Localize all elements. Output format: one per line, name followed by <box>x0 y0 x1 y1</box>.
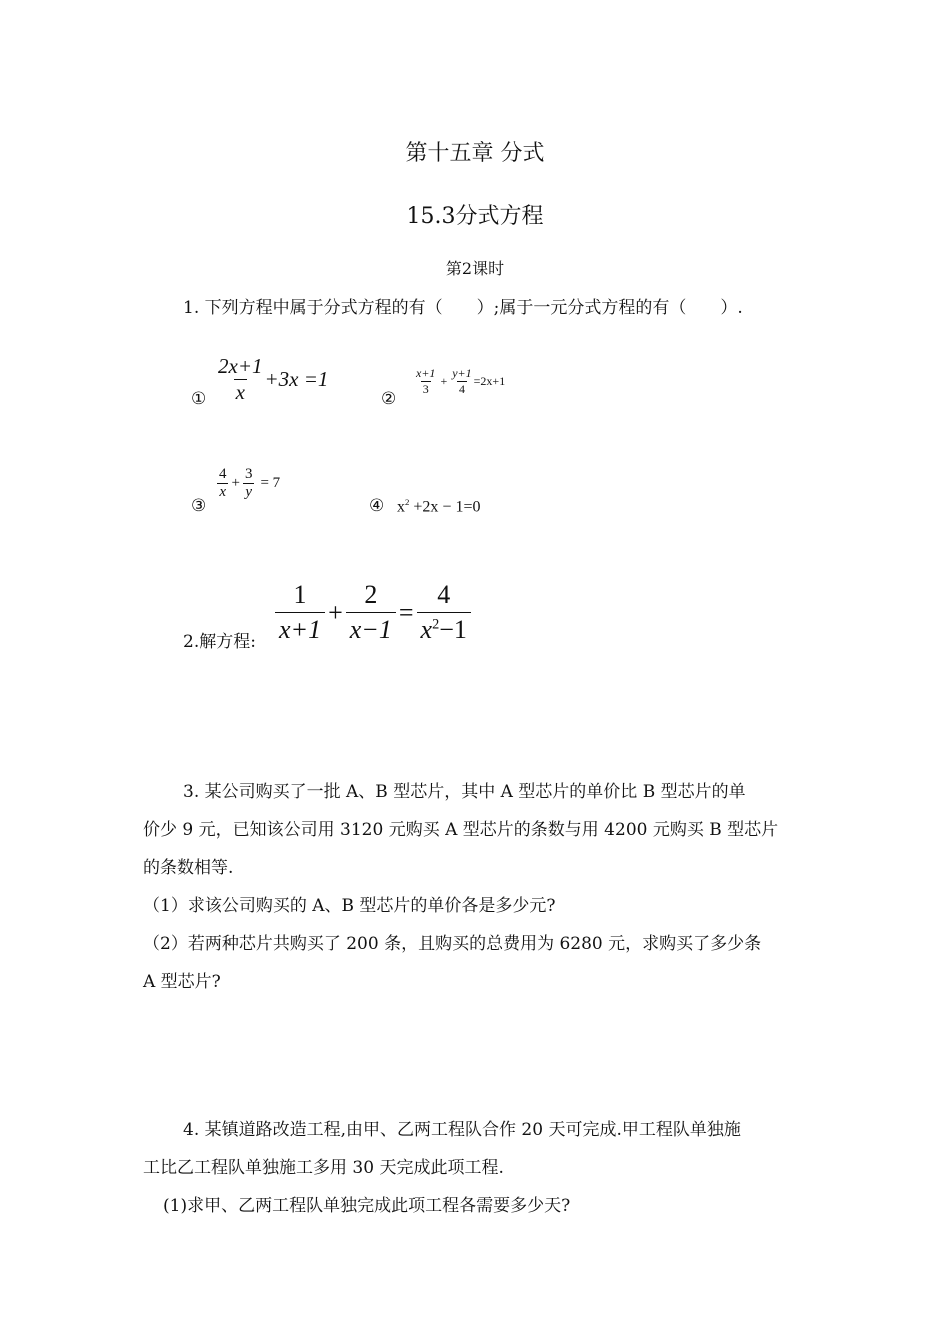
denominator-rest: −1 <box>439 615 467 644</box>
exponent: 2 <box>432 616 440 633</box>
denominator: x−1 <box>346 612 396 645</box>
fraction <box>450 366 473 397</box>
plus-sign: + <box>440 374 448 388</box>
q2-equation <box>275 580 471 645</box>
plus-sign: + <box>328 597 343 627</box>
equation-rest: =2x+1 <box>473 374 506 388</box>
numerator: 4 <box>219 466 227 482</box>
q1-equation-3 <box>217 466 280 501</box>
q4-line-1: 4. 某镇道路改造工程,由甲、乙两工程队合作 20 天可完成.甲工程队单独施 <box>183 1120 741 1140</box>
q1-marker-2: ② <box>381 389 397 409</box>
fraction <box>217 466 229 501</box>
q3-line-2: 价少 9 元，已知该公司用 3120 元购买 A 型芯片的条数与用 4200 元购买 B 型芯片 <box>143 820 779 840</box>
q1-stem: 1. 下列方程中属于分式方程的有（ ）;属于一元分式方程的有（ ）. <box>183 298 743 318</box>
fraction <box>414 366 437 397</box>
equation-rest: +2x − 1=0 <box>409 498 481 516</box>
q1-equation-2 <box>414 366 505 397</box>
fraction <box>243 466 255 501</box>
denominator: y <box>245 484 253 500</box>
denominator: 3 <box>422 382 429 396</box>
denominator: x <box>235 380 245 404</box>
exponent: 2 <box>405 497 410 507</box>
equals-sign: = <box>398 597 414 627</box>
equation-rest: = 7 <box>260 475 281 491</box>
q1-marker-3: ③ <box>191 496 207 516</box>
q1-equation-1 <box>216 354 328 405</box>
base: x <box>420 615 433 644</box>
denominator: 4 <box>458 382 465 396</box>
fraction <box>275 580 325 645</box>
q1-marker-4: ④ <box>369 496 385 516</box>
fraction <box>216 354 265 405</box>
plus-sign: + <box>231 475 240 491</box>
numerator: 4 <box>437 580 451 609</box>
equation-rest: +3x =1 <box>264 367 329 391</box>
numerator: 2x+1 <box>218 354 263 378</box>
q1-equation-4 <box>397 497 480 516</box>
q3-subquestion-1: （1）求该公司购买的 A、B 型芯片的单价各是多少元? <box>143 896 556 916</box>
q3-line-1: 3. 某公司购买了一批 A、B 型芯片，其中 A 型芯片的单价比 B 型芯片的单 <box>183 782 746 802</box>
denominator <box>417 612 471 645</box>
numerator: 2 <box>364 580 378 609</box>
q4-subquestion-1: (1)求甲、乙两工程队单独完成此项工程各需要多少天? <box>163 1196 571 1216</box>
q3-subquestion-2-continued: A 型芯片? <box>143 972 221 992</box>
numerator: 1 <box>293 580 307 609</box>
denominator: x <box>219 484 227 500</box>
q3-line-3: 的条数相等. <box>143 858 234 878</box>
fraction <box>417 580 471 645</box>
q4-line-2: 工比乙工程队单独施工多用 30 天完成此项工程. <box>143 1158 504 1178</box>
denominator: x+1 <box>275 612 325 645</box>
numerator: x+1 <box>416 366 436 380</box>
q3-subquestion-2: （2）若两种芯片共购买了 200 条，且购买的总费用为 6280 元，求购买了多少条 <box>143 934 762 954</box>
q2-label: 2.解方程: <box>183 632 256 652</box>
numerator: y+1 <box>452 366 472 380</box>
base: x <box>397 498 405 516</box>
q1-marker-1: ① <box>191 389 207 409</box>
section-title: 15.3分式方程 <box>406 204 544 229</box>
lesson-title: 第2课时 <box>445 259 505 278</box>
fraction <box>346 580 396 645</box>
numerator: 3 <box>244 466 253 482</box>
chapter-title: 第十五章 分式 <box>405 141 545 166</box>
